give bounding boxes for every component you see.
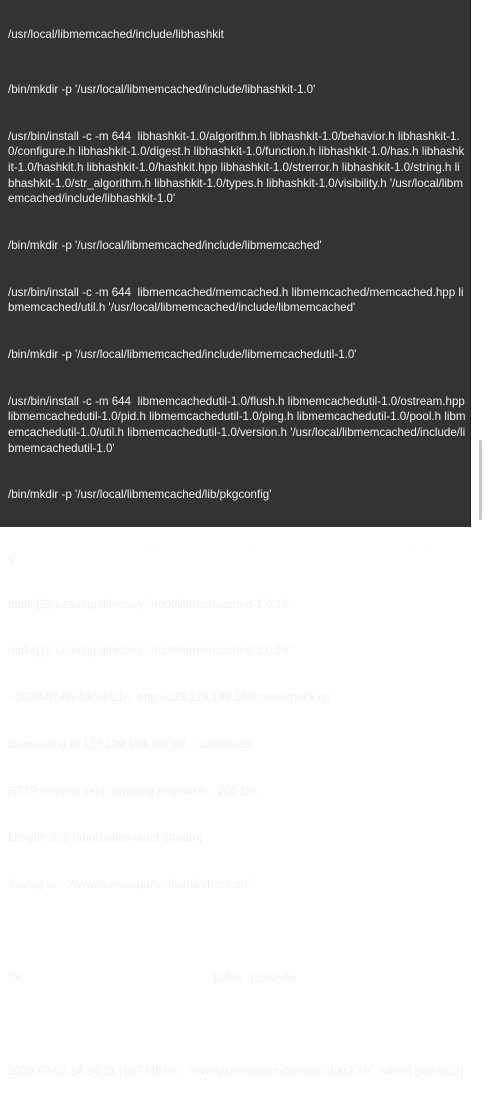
terminal-line: /bin/mkdir -p '/usr/local/libmemcached/include/libmemcachedutil-1.0' xyxy=(8,348,357,362)
scrollbar-thumb[interactable] xyxy=(479,440,482,520)
terminal-line: Saving to: “/www/server/panel/install/check.sh” xyxy=(8,878,251,892)
terminal-line: 2020-07-06 14:34:21 (107 MB/s) - “/www/server/panel/install/check.sh” saved [565/565] xyxy=(8,1065,463,1079)
terminal-line: Length: 565 [application/octet-stream] xyxy=(8,831,202,845)
terminal-output xyxy=(8,4,469,1111)
terminal-line: /bin/mkdir -p '/usr/local/libmemcached/include/libhashkit-1.0' xyxy=(8,82,316,96)
terminal-line: /usr/local/libmemcached/include/libhashkit xyxy=(8,28,224,42)
terminal-line: g' xyxy=(8,550,17,564)
terminal-line: /usr/bin/install -c -m 644 libhashkit-1.0/algorithm.h libhashkit-1.0/behavior.h libhashkit-1.0/configure.h libhashkit-1.0/digest.h libhashkit-1.0/function.h libhashkit-1.0/has.h libhashkit-1.0/hashkit.h libhashkit-1.0/hashkit.hpp libhashkit-1.0/strerror.h libhashkit-1.0/string.h libhashkit-1.0/str_algorithm.h libhashkit-1.0/types.h libhashkit-1.0/visibility.h '/usr/local/libmemcached/include/libhashkit-1.0' xyxy=(8,129,465,206)
terminal-line: /usr/bin/install -c -m 644 libmemcachedutil-1.0/flush.h libmemcachedutil-1.0/ostream.hpp libmemcachedutil-1.0/pid.h libmemcachedutil-1.0/ping.h libmemcachedutil-1.0/pool.h libmemcachedutil-1.0/util.h libmemcachedutil-1.0/version.h '/usr/local/libmemcached/include/libmemcachedutil-1.0' xyxy=(8,394,469,455)
terminal-blank-line xyxy=(8,1018,466,1034)
terminal-line: 0K 100% 107M=0s xyxy=(8,971,297,985)
terminal-line: /bin/mkdir -p '/usr/local/libmemcached/include/libmemcached' xyxy=(8,238,322,252)
bottom-margin xyxy=(0,527,489,546)
terminal-line: /bin/mkdir -p '/usr/local/libmemcached/lib/pkgconfig' xyxy=(8,488,272,502)
vertical-scrollbar[interactable] xyxy=(471,0,489,527)
terminal-line: Connecting to 123.129.198.197:80... connected. xyxy=(8,737,256,751)
terminal-line: make[2]: Leaving directory `/root/libmemcached-1.0.18' xyxy=(8,597,291,611)
terminal-line: HTTP request sent, awaiting response... 200 OK xyxy=(8,784,258,798)
terminal-line: make[1]: Leaving directory `/root/libmemcached-1.0.18' xyxy=(8,644,291,658)
terminal-blank-line xyxy=(8,924,466,940)
terminal-line: /usr/bin/install -c -m 644 libmemcached/memcached.h libmemcached/memcached.hpp libmemcached/util.h '/usr/local/libmemcached/include/libmemcached' xyxy=(8,285,464,315)
terminal-line: --2020-07-06 14:34:21-- http://123.129.198.197/tools/check.sh xyxy=(8,691,331,705)
